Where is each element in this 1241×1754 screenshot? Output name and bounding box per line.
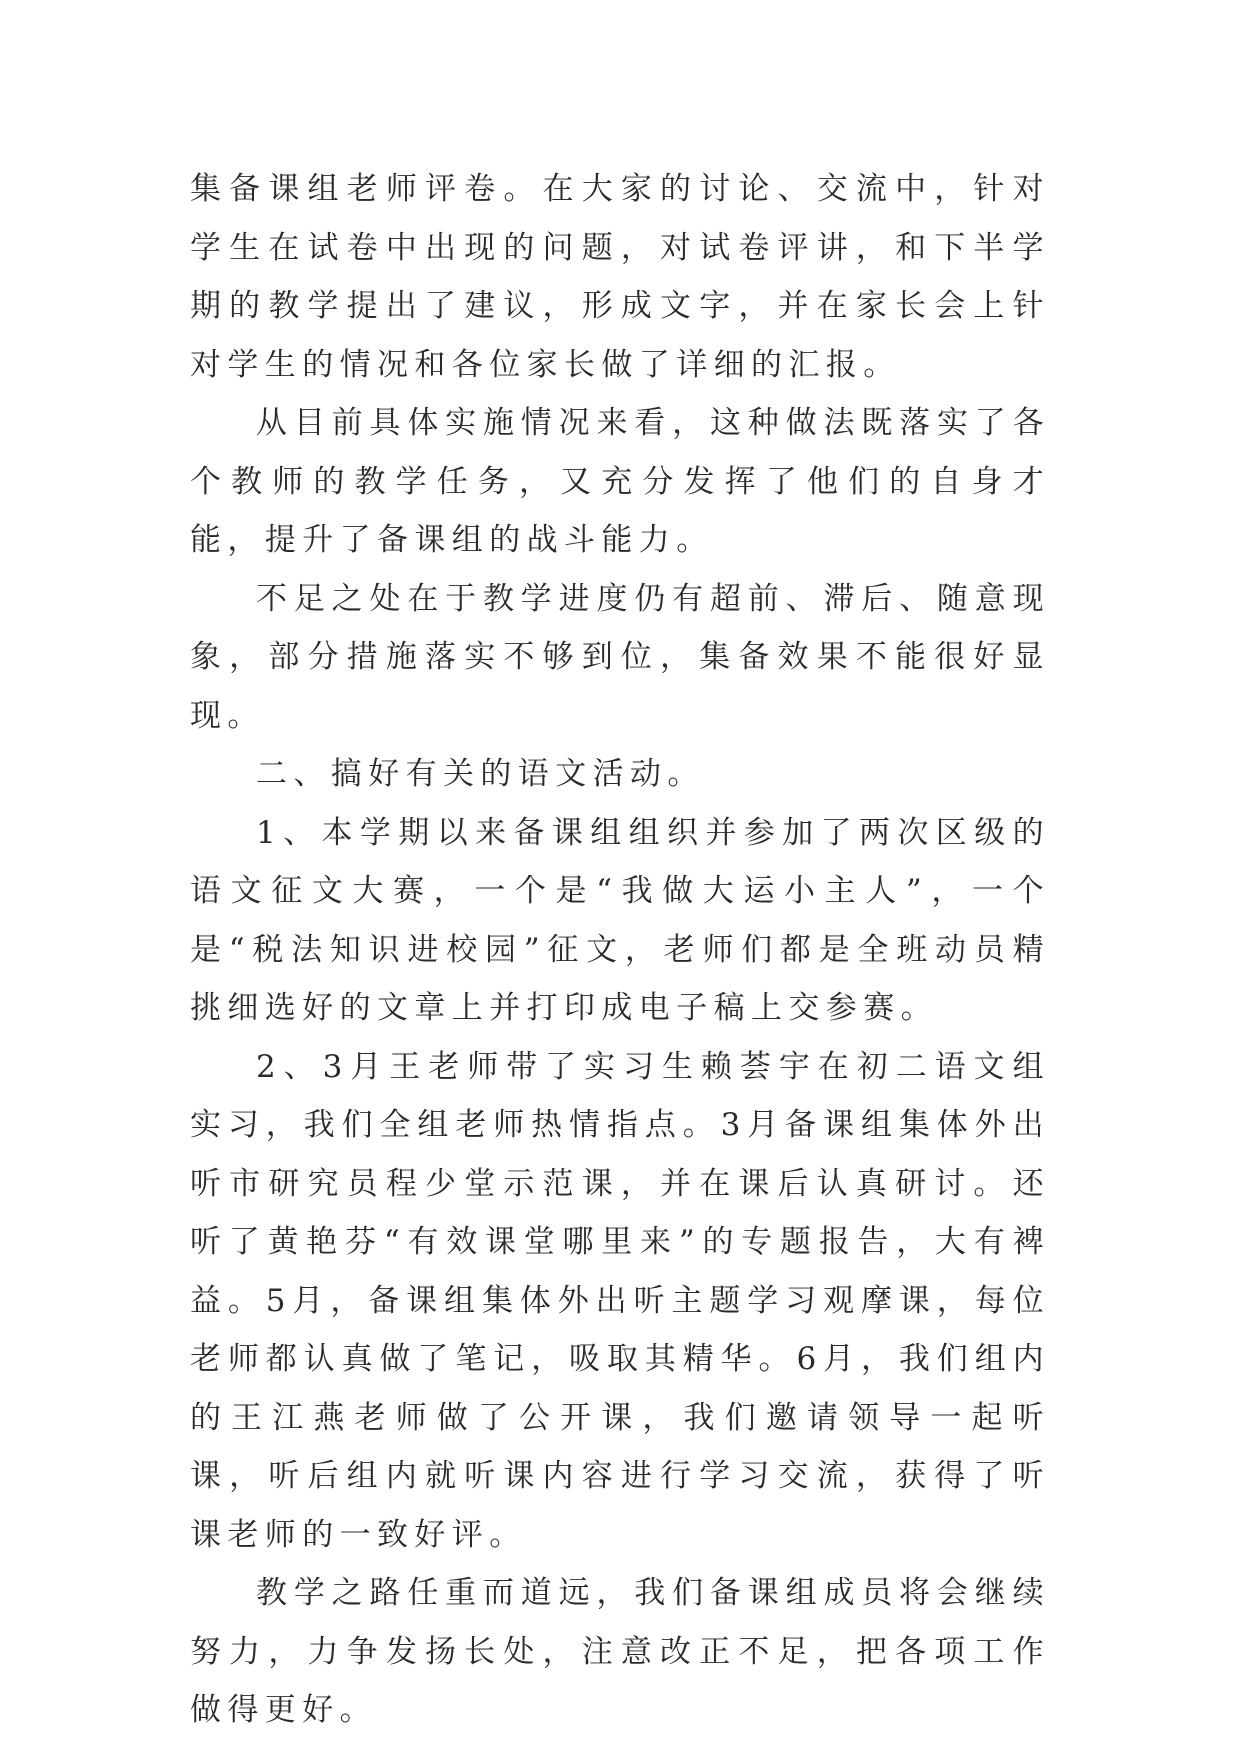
paragraph-effectiveness: 从目前具体实施情况来看，这种做法既落实了各个教师的教学任务，又充分发挥了他们的自身才能，提升了备课组的战斗能力。 xyxy=(190,405,1050,558)
paragraph-lesson-observation: 2、3月王老师带了实习生赖荟宇在初二语文组实习，我们全组老师热情指点。3月备课组集体外出听市研究员程少堂示范课，并在课后认真研讨。还听了黄艳芬“有效课堂哪里来”的专题报告，大有裨益。5月，备课组集体外出听主题学习观摩课，每位老师都认真做了笔记，吸取其精华。6月，我们组内的王江燕老师做了公开课，我们邀请领导一起听课，听后组内就听课内容进行学习交流，获得了听课老师的一致好评。 xyxy=(190,1048,1050,1553)
paragraph-shortcomings: 不足之处在于教学进度仍有超前、滞后、随意现象，部分措施落实不够到位，集备效果不能很好显现。 xyxy=(190,580,1050,734)
section-heading-chinese-activities: 二、搞好有关的语文活动。 xyxy=(256,756,705,792)
paragraph-essay-contest: 1、本学期以来备课组组织并参加了两次区级的语文征文大赛，一个是“我做大运小主人”，一个是“税法知识进校园”征文，老师们都是全班动员精挑细选好的文章上并打印成电子稿上交参赛。 xyxy=(190,814,1050,1026)
paragraph-conclusion: 教学之路任重而道远，我们备课组成员将会继续努力，力争发扬长处，注意改正不足，把各项工作做得更好。 xyxy=(190,1575,1050,1728)
paragraph-continued-review: 集备课组老师评卷。在大家的讨论、交流中，针对学生在试卷中出现的问题，对试卷评讲，和下半学期的教学提出了建议，形成文字，并在家长会上针对学生的情况和各位家长做了详细的汇报。 xyxy=(190,171,1050,383)
document-body xyxy=(190,160,1050,1740)
